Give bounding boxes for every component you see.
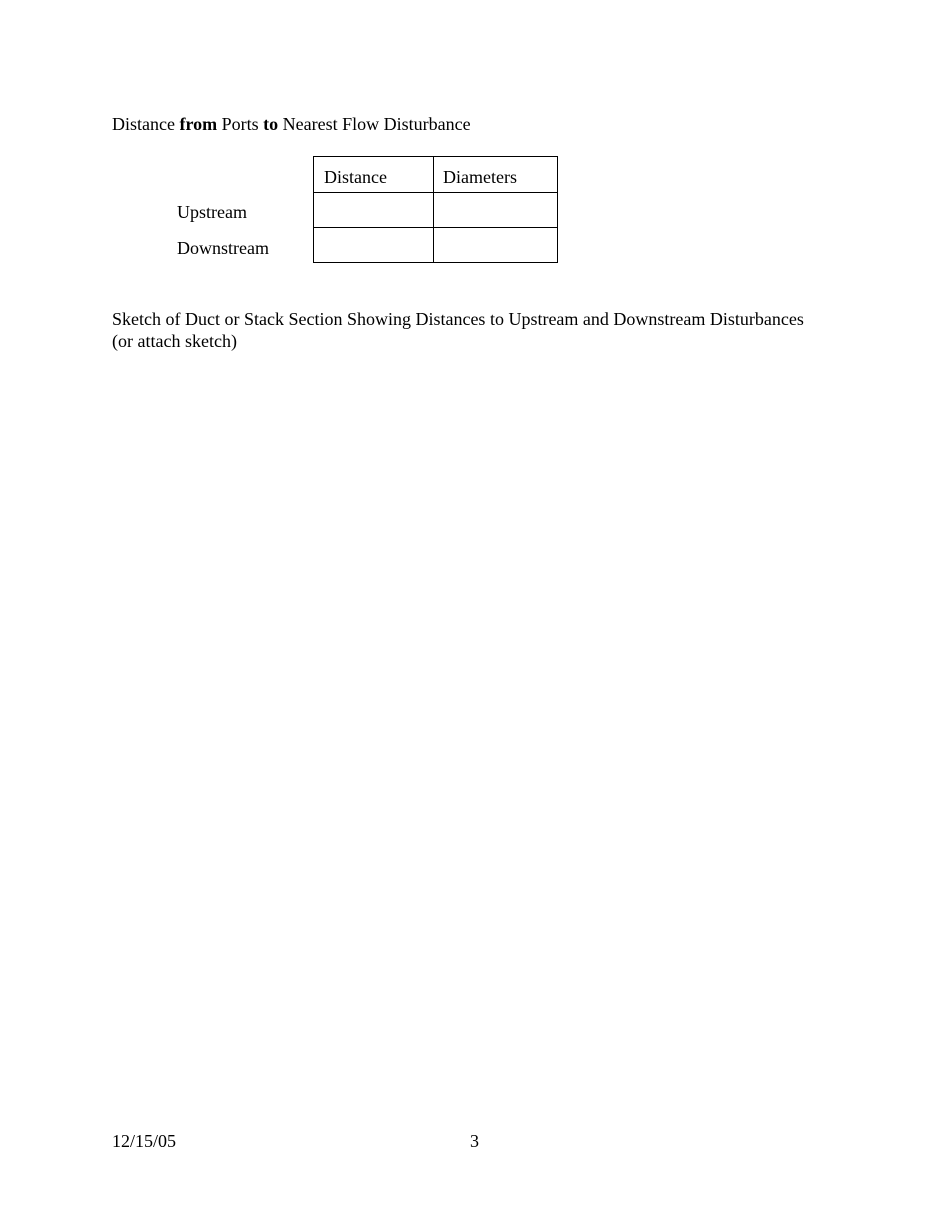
heading-text-1: Distance — [112, 114, 180, 134]
row-label-upstream: Upstream — [177, 202, 247, 222]
column-header-distance: Distance — [314, 157, 434, 193]
table-row-downstream — [314, 228, 558, 263]
heading-bold-to: to — [263, 114, 279, 134]
row-label-downstream: Downstream — [177, 238, 269, 258]
section-heading — [112, 113, 471, 135]
heading-text-2: Ports — [217, 114, 264, 134]
footer-date: 12/15/05 — [112, 1131, 177, 1151]
column-header-diameters: Diameters — [434, 157, 558, 193]
heading-text-3: Nearest Flow Disturbance — [278, 114, 471, 134]
page-number: 3 — [470, 1131, 479, 1151]
table-header-row — [314, 157, 558, 193]
table-row-upstream — [314, 193, 558, 228]
downstream-diameters-cell[interactable] — [434, 228, 558, 263]
sketch-instruction: Sketch of Duct or Stack Section Showing Distances to Upstream and Downstream Disturbances — [112, 309, 804, 329]
distance-table — [313, 156, 558, 263]
downstream-distance-cell[interactable] — [314, 228, 434, 263]
upstream-distance-cell[interactable] — [314, 193, 434, 228]
sketch-instruction-note: (or attach sketch) — [112, 331, 237, 351]
heading-bold-from: from — [179, 114, 218, 134]
upstream-diameters-cell[interactable] — [434, 193, 558, 228]
